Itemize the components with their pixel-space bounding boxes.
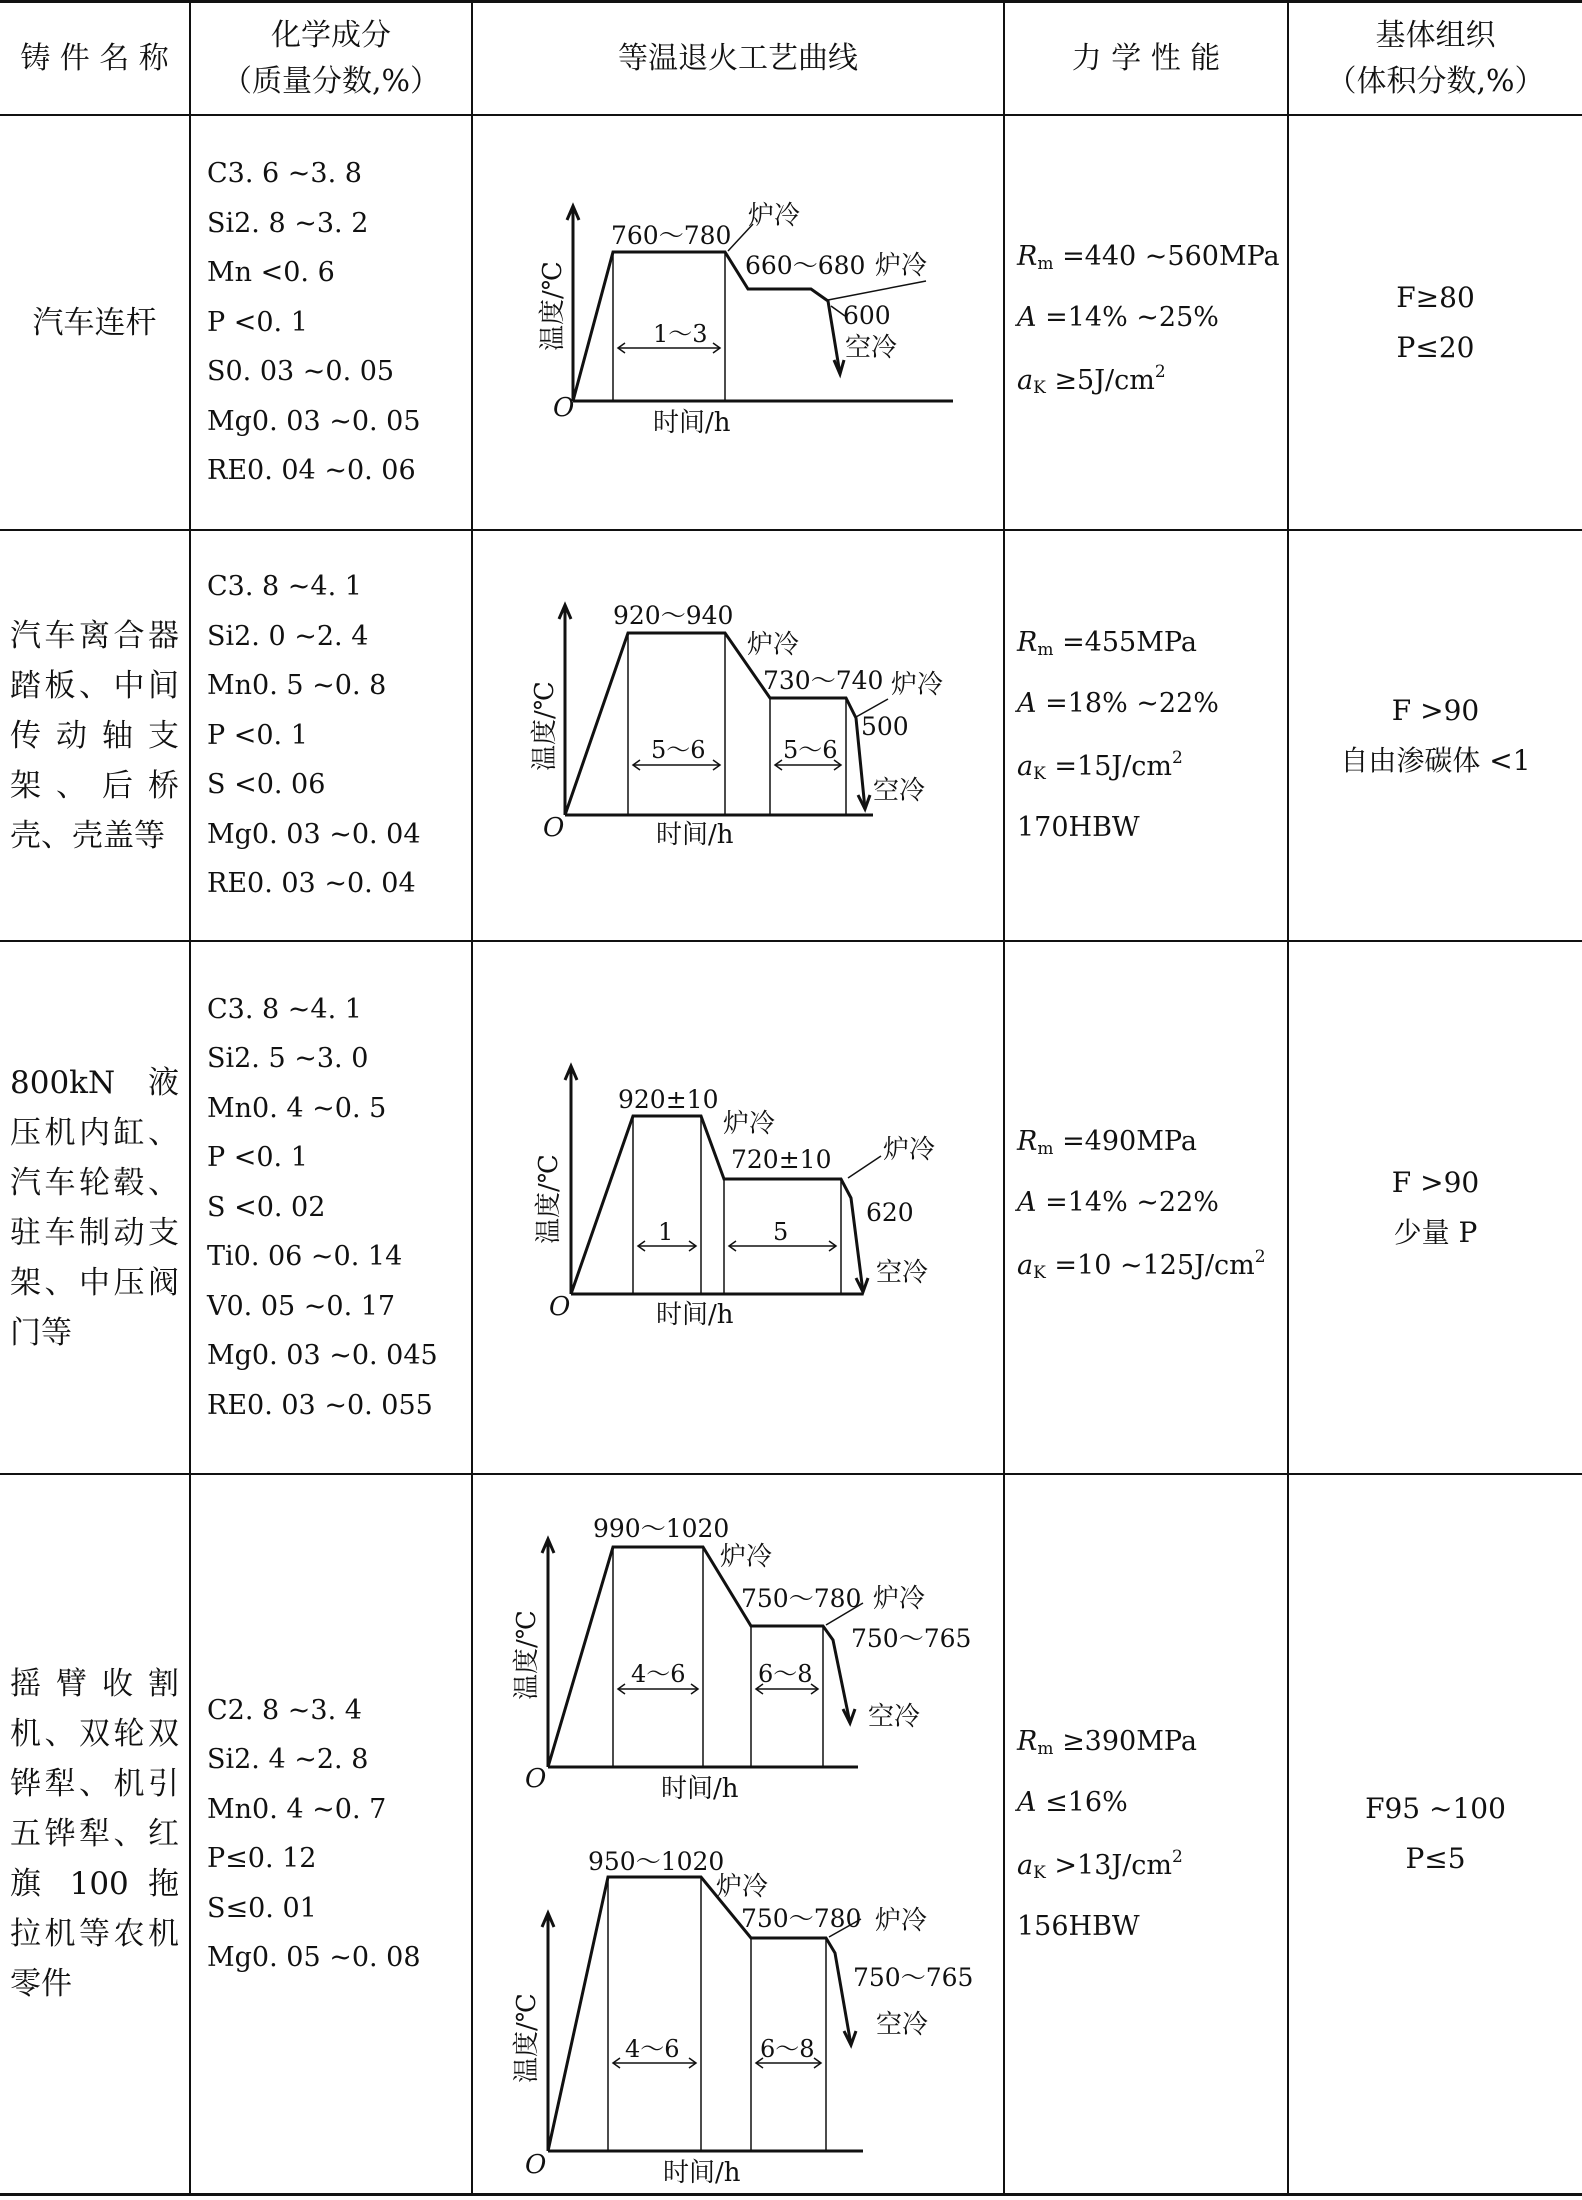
matrix-line: 少量 P bbox=[1393, 1215, 1478, 1249]
chem-line: Si2. 4 ~2. 8 bbox=[207, 1744, 369, 1775]
curve-temp-label: 660～680 bbox=[745, 251, 866, 280]
hold-time-label: 5～6 bbox=[783, 736, 838, 764]
curve-cooling-label: 空冷 bbox=[845, 333, 898, 363]
row4-chemistry bbox=[191, 1475, 471, 2193]
row1-mechanical bbox=[1005, 116, 1287, 529]
chem-line: Mn0. 5 ~0. 8 bbox=[207, 670, 387, 702]
origin-label: O bbox=[549, 1292, 571, 1322]
origin-label: O bbox=[525, 1764, 547, 1794]
elongation: A =14% ~25% bbox=[1017, 302, 1219, 333]
chem-line: P≤0. 12 bbox=[207, 1843, 317, 1874]
tensile-strength: $R_m \ge 390MPa$ bbox=[1017, 1725, 1197, 1759]
header-matrix-line1: 基体组织 bbox=[1375, 17, 1496, 53]
curve-temp-label: 720±10 bbox=[731, 1145, 832, 1174]
row3-casting-name bbox=[0, 942, 189, 1473]
curve-cooling-label: 炉冷 bbox=[883, 1135, 936, 1165]
row2-matrix bbox=[1289, 531, 1582, 940]
header-casting-name bbox=[0, 3, 189, 114]
chem-line: S <0. 06 bbox=[207, 769, 326, 801]
curve-cooling-label: 空冷 bbox=[876, 2010, 929, 2040]
header-chemistry-line1: 化学成分 bbox=[271, 17, 391, 53]
chem-line: Si2. 0 ~2. 4 bbox=[207, 620, 369, 652]
origin-label: O bbox=[543, 813, 565, 843]
chem-line: Mg0. 03 ~0. 045 bbox=[207, 1340, 438, 1372]
chem-line: Si2. 8 ~3. 2 bbox=[207, 207, 369, 239]
matrix-line: 自由渗碳体 <1 bbox=[1340, 743, 1531, 777]
curve-cooling-label: 炉冷 bbox=[723, 1109, 776, 1139]
hold-time-label: 1～3 bbox=[653, 320, 708, 348]
impact-toughness: $a_K \ge 5J/cm^2$ bbox=[1017, 362, 1166, 398]
curve-cooling-label: 炉冷 bbox=[875, 1906, 928, 1936]
elongation: A =18% ~22% bbox=[1017, 688, 1219, 719]
chem-line: RE0. 03 ~0. 055 bbox=[207, 1389, 433, 1421]
header-mechanical bbox=[1005, 3, 1287, 114]
curve-cooling-label: 炉冷 bbox=[748, 201, 801, 231]
header-curve bbox=[473, 3, 1003, 114]
row4-annealing-curve-a bbox=[473, 1475, 1003, 1833]
chem-line: Ti0. 06 ~0. 14 bbox=[207, 1241, 403, 1273]
curve-cooling-label: 炉冷 bbox=[716, 1872, 769, 1902]
hold-time-label: 4～6 bbox=[625, 2035, 680, 2063]
origin-label: O bbox=[553, 393, 575, 423]
curve-temp-label: 750～780 bbox=[741, 1904, 862, 1933]
curve-temp-label: 920～940 bbox=[613, 601, 734, 630]
row3-chemistry bbox=[191, 942, 471, 1473]
curve-temp-label: 950～1020 bbox=[588, 1847, 725, 1876]
tensile-strength: $R_m =440$ ~560MPa bbox=[1017, 241, 1280, 274]
chem-line: V0. 05 ~0. 17 bbox=[207, 1290, 396, 1322]
row3-annealing-curve bbox=[473, 942, 1003, 1473]
tensile-strength: $R_m =490MPa$ bbox=[1017, 1126, 1197, 1159]
curve-temp-label: 920±10 bbox=[618, 1085, 719, 1114]
impact-toughness: $a_K =10$ $\sim 125J/cm^2$ bbox=[1017, 1247, 1266, 1283]
curve-cooling-label: 炉冷 bbox=[875, 251, 928, 281]
y-axis-label: 温度/℃ bbox=[538, 261, 568, 351]
origin-label: O bbox=[525, 2150, 547, 2180]
y-axis-label: 温度/℃ bbox=[530, 681, 560, 771]
impact-toughness: $a_K =15J/cm^2$ bbox=[1017, 748, 1183, 784]
x-axis-label: 时间/h bbox=[661, 1774, 739, 1804]
header-chemistry-line2: （质量分数,%） bbox=[221, 63, 441, 99]
header-matrix-line2: （体积分数,%） bbox=[1326, 63, 1545, 99]
curve-temp-label: 600 bbox=[843, 301, 891, 330]
curve-cooling-label: 炉冷 bbox=[720, 1542, 773, 1572]
chem-line: Mg0. 05 ~0. 08 bbox=[207, 1942, 421, 1973]
row3-mechanical bbox=[1005, 942, 1287, 1473]
curve-cooling-label: 炉冷 bbox=[747, 630, 800, 660]
chem-line: P <0. 1 bbox=[207, 1142, 308, 1174]
impact-toughness: $a_K >13J/cm^2$ bbox=[1017, 1846, 1183, 1883]
row4-mechanical bbox=[1005, 1475, 1287, 2193]
curve-cooling-label: 空冷 bbox=[876, 1258, 929, 1288]
row4-casting-name bbox=[0, 1475, 189, 2193]
row3-casting-name-text: 800kN 液压机内缸、汽车轮毂、驻车制动支架、中压阀门等 bbox=[10, 1064, 179, 1351]
row4-matrix bbox=[1289, 1475, 1582, 2193]
chem-line: Mn0. 4 ~0. 5 bbox=[207, 1092, 387, 1124]
curve-temp-label: 750～765 bbox=[853, 1963, 974, 1992]
tensile-strength: $R_m =455MPa$ bbox=[1017, 627, 1197, 660]
chem-line: RE0. 03 ~0. 04 bbox=[207, 868, 416, 900]
chem-line: Mg0. 03 ~0. 05 bbox=[207, 405, 421, 437]
row2-casting-name bbox=[0, 531, 189, 940]
row1-matrix bbox=[1289, 116, 1582, 529]
matrix-line: F >90 bbox=[1391, 1165, 1480, 1199]
chem-line: Mn <0. 6 bbox=[207, 257, 335, 289]
hold-time-label: 6～8 bbox=[760, 2035, 815, 2063]
x-axis-label: 时间/h bbox=[656, 820, 734, 850]
row1-casting-name-text: 汽车连杆 bbox=[32, 304, 157, 341]
hold-time-label: 6～8 bbox=[758, 1660, 813, 1688]
curve-cooling-label: 空冷 bbox=[868, 1702, 921, 1732]
elongation: A =14% ~22% bbox=[1017, 1187, 1219, 1218]
y-axis-label: 温度/℃ bbox=[512, 1993, 542, 2083]
header-casting-name-text: 铸 件 名 称 bbox=[20, 40, 169, 76]
row1-casting-name bbox=[0, 116, 189, 529]
header-curve-text: 等温退火工艺曲线 bbox=[618, 40, 858, 76]
curve-cooling-label: 炉冷 bbox=[873, 1584, 926, 1614]
chem-line: S <0. 02 bbox=[207, 1191, 326, 1223]
chem-line: C3. 8 ~4. 1 bbox=[207, 993, 362, 1025]
hold-time-label: 5 bbox=[773, 1218, 789, 1246]
hardness: 170HBW bbox=[1017, 812, 1140, 843]
matrix-line: P≤20 bbox=[1396, 330, 1475, 364]
elongation: A ≤16% bbox=[1017, 1786, 1128, 1818]
x-axis-label: 时间/h bbox=[663, 2158, 741, 2188]
y-axis-label: 温度/℃ bbox=[534, 1154, 564, 1244]
chem-line: Mg0. 03 ~0. 04 bbox=[207, 818, 421, 850]
chem-line: C3. 6 ~3. 8 bbox=[207, 158, 362, 190]
hold-time-label: 4～6 bbox=[631, 1660, 686, 1688]
x-axis-label: 时间/h bbox=[656, 1300, 734, 1330]
row2-casting-name-text: 汽车离合器踏板、中间传动轴支架、后桥壳、壳盖等 bbox=[10, 617, 179, 854]
chem-line: Si2. 5 ~3. 0 bbox=[207, 1043, 369, 1075]
header-chemistry bbox=[191, 3, 471, 114]
hold-time-label: 1 bbox=[658, 1218, 674, 1246]
chem-line: RE0. 04 ~0. 06 bbox=[207, 455, 416, 487]
header-mechanical-text: 力 学 性 能 bbox=[1071, 40, 1221, 76]
matrix-line: F≥80 bbox=[1396, 280, 1475, 314]
row1-annealing-curve bbox=[473, 116, 1003, 529]
curve-temp-label: 620 bbox=[866, 1198, 914, 1227]
curve-temp-label: 500 bbox=[861, 712, 909, 741]
x-axis-label: 时间/h bbox=[653, 408, 731, 438]
row2-mechanical bbox=[1005, 531, 1287, 940]
y-axis-label: 温度/℃ bbox=[512, 1610, 542, 1700]
row4-casting-name-text: 摇臂收割机、双轮双铧犁、机引五铧犁、红旗 100 拖拉机等农机零件 bbox=[10, 1666, 179, 2002]
chem-line: P <0. 1 bbox=[207, 719, 308, 751]
row1-chemistry bbox=[191, 116, 471, 529]
chem-line: C2. 8 ~3. 4 bbox=[207, 1694, 362, 1726]
curve-temp-label: 760～780 bbox=[611, 221, 732, 250]
curve-temp-label: 750～765 bbox=[851, 1624, 972, 1653]
header-matrix bbox=[1289, 3, 1582, 114]
curve-cooling-label: 炉冷 bbox=[891, 670, 944, 700]
chem-line: C3. 8 ~4. 1 bbox=[207, 571, 362, 603]
chem-line: S≤0. 01 bbox=[207, 1892, 317, 1924]
matrix-line: P≤5 bbox=[1405, 1842, 1466, 1875]
hardness: 156HBW bbox=[1017, 1910, 1140, 1942]
chem-line: P <0. 1 bbox=[207, 306, 308, 338]
curve-temp-label: 750～780 bbox=[741, 1584, 862, 1613]
matrix-line: F >90 bbox=[1391, 693, 1480, 727]
row2-chemistry bbox=[191, 531, 471, 940]
chem-line: Mn0. 4 ~0. 7 bbox=[207, 1793, 387, 1825]
row4-annealing-curve-b bbox=[473, 1833, 1003, 2193]
curve-cooling-label: 空冷 bbox=[873, 776, 926, 806]
row2-annealing-curve bbox=[473, 531, 1003, 940]
rule-bottom bbox=[0, 2193, 1582, 2196]
matrix-line: F95 ~100 bbox=[1365, 1792, 1506, 1825]
hold-time-label: 5～6 bbox=[651, 736, 706, 764]
chem-line: S0. 03 ~0. 05 bbox=[207, 356, 395, 388]
curve-temp-label: 730～740 bbox=[763, 666, 884, 695]
row3-matrix bbox=[1289, 942, 1582, 1473]
curve-temp-label: 990～1020 bbox=[593, 1514, 730, 1543]
